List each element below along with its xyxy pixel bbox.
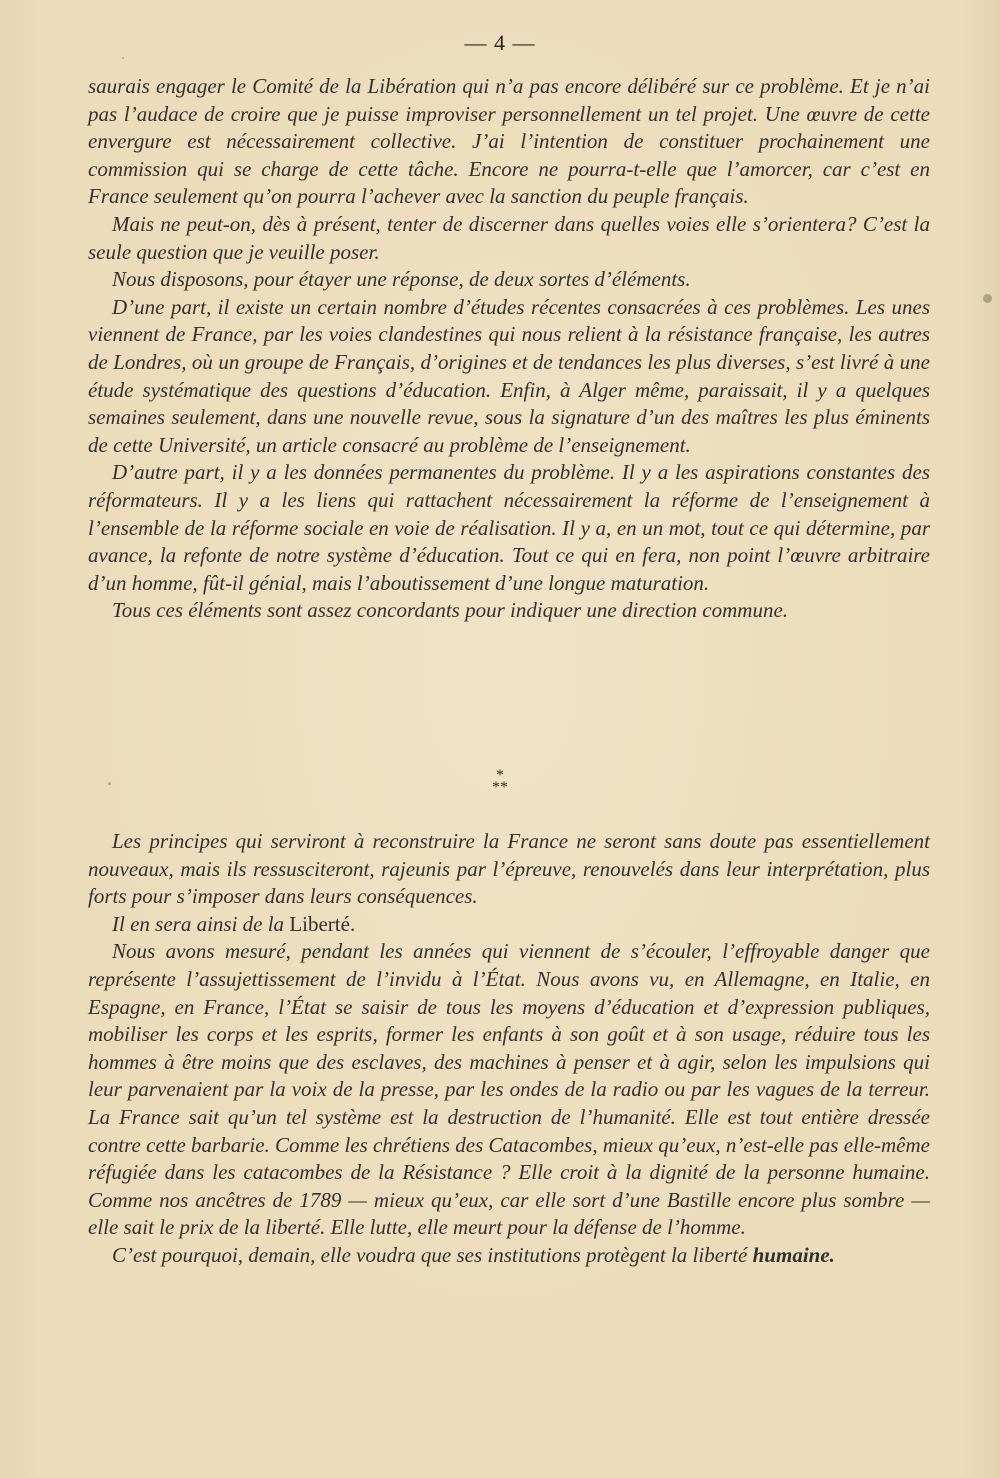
- liberty-word: Liberté.: [289, 911, 356, 936]
- conclusion-lead: C’est pourquoi, demain, elle voudra que ses institutions protègent la liberté: [112, 1242, 753, 1267]
- liberty-lead: Il en sera ainsi de la: [112, 911, 290, 936]
- section-two: [88, 828, 930, 1270]
- paragraph-studies: D’une part, il existe un certain nombre d’études récentes consacrées à ces problèmes. Les unes viennent de France, par les voies clandestines qui nous relient à la résistance française, les autres de Londres, où un groupe de Français, d’origines et de tendances les plus diverses, s’est livré à une étude systématique des questions d’éducation. Enfin, à Alger même, paraissait, il y a quelques semaines seulement, dans une nouvelle revue, sous la signature d’un des maîtres les plus éminents de cette Université, un article consacré au problème de l’enseignement.: [88, 294, 930, 457]
- asterism-top: *: [496, 767, 504, 784]
- paragraph-conclusion: [88, 1242, 930, 1270]
- paragraph-liberty: [88, 911, 930, 939]
- paragraph-elements: Nous disposons, pour étayer une réponse, de deux sortes d’éléments.: [112, 267, 691, 292]
- section-one: [88, 73, 930, 625]
- section-divider-asterism: [0, 767, 1000, 796]
- conclusion-last-word: humaine.: [752, 1242, 835, 1267]
- paragraph-state-danger: Nous avons mesuré, pendant les années qui viennent de s’écouler, l’effroyable danger que représente l’assujettissement de l’invidu à l’État. Nous avons vu, en Allemagne, en Italie, en Espagne, en France, l’État se saisir de tous les moyens d’éducation et d’expression publiques, mobiliser les corps et les esprits, former les enfants à son goût et à son usage, réduire tous les hommes à être moins que des esclaves, des machines à penser et à agir, selon les impulsions qui leur parvenaient par la voix de la presse, par les ondes de la radio ou par les vagues de la terreur. La France sait qu’un tel système est la destruction de l’humanité. Elle est tout entière dressée contre cette barbarie. Comme les chrétiens des Catacombes, mieux qu’eux, n’est-elle pas elle-même réfugiée dans les catacombes de la Résistance ? Elle croit à la dignité de la personne humaine. Comme nos ancêtres de 1789 — mieux qu’eux, car elle sort d’une Bastille encore plus sombre — elle sait le prix de la liberté. Elle lutte, elle meurt pour la défense de l’homme.: [88, 939, 930, 1240]
- paragraph-permanent-data: D’autre part, il y a les données permanentes du problème. Il y a les aspirations constantes des réformateurs. Il y a les liens qui rattachent nécessairement la réforme de l’enseignement à l’ensemble de la réforme sociale en voie de réalisation. Il y a, en un mot, tout ce qui détermine, par avance, la refonte de notre système d’éducation. Tout ce qui en fera, non point l’œuvre arbitraire d’un homme, fût-il génial, mais l’aboutissement d’une longue maturation.: [88, 460, 930, 595]
- paper-speck: [983, 294, 992, 303]
- page-number: — 4 —: [464, 30, 536, 55]
- paper-speck: [122, 57, 124, 59]
- paragraph-question: Mais ne peut-on, dès à présent, tenter de discerner dans quelles voies elle s’orientera? C’est la seule question que je veuille poser.: [88, 211, 930, 264]
- paper-speck: [108, 782, 111, 785]
- paragraph-common-direction: Tous ces éléments sont assez concordants pour indiquer une direction commune.: [112, 598, 789, 623]
- paragraph-continuation: saurais engager le Comité de la Libération qui n’a pas encore délibéré sur ce problème. Et je n’ai pas l’audace de croire que je puisse improviser personnellement un tel projet. Une œuvre de cette envergure est nécessairement collective. J’ai l’intention de constituer prochainement une commission qui se charge de cette tâche. Encore ne pourra-t-elle que l’amorcer, car c’est en France seulement qu’on pourra l’achever avec la sanction du peuple français.: [88, 74, 930, 209]
- asterism-bottom: **: [492, 779, 508, 796]
- paragraph-principles: Les principes qui serviront à reconstruire la France ne seront sans doute pas essentiellement nouveaux, mais ils ressusciteront, rajeunis par l’épreuve, renouvelés dans leur interprétation, plus forts pour s’imposer dans leurs conséquences.: [88, 829, 930, 909]
